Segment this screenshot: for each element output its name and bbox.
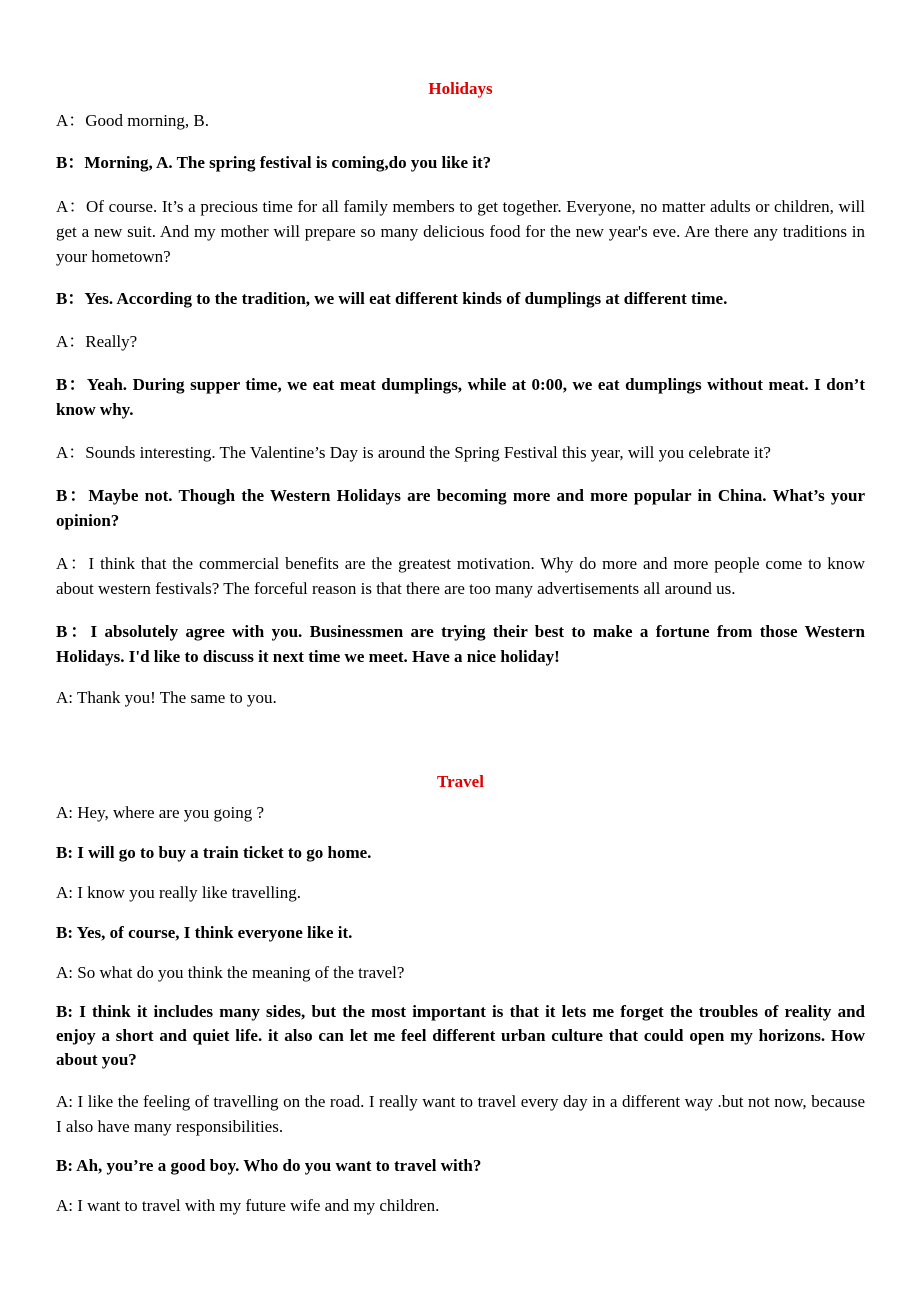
dialogue-line-b: B：I absolutely agree with you. Businessmen are trying their best to make a fortune from those Western Holidays. I'd like to discuss it next time we meet. Have a nice holiday! — [56, 622, 865, 666]
dialogue-line-a: A: I like the feeling of travelling on the road. I really want to travel every day in a different way .but not now, because I also have many responsibilities. — [56, 1092, 865, 1136]
dialogue-line-b: B：Yes. According to the tradition, we will eat different kinds of dumplings at different time. — [56, 289, 728, 308]
dialogue-line-b: B: Yes, of course, I think everyone like it. — [56, 923, 353, 942]
section-title-travel: Travel — [437, 772, 484, 791]
section-title-holidays: Holidays — [428, 79, 493, 98]
dialogue-line-a: A: Thank you! The same to you. — [56, 688, 277, 707]
dialogue-line-a: A: Hey, where are you going ? — [56, 803, 265, 822]
dialogue-line-a: A: I want to travel with my future wife and my children. — [56, 1196, 440, 1215]
dialogue-line-a: A：I think that the commercial benefits are the greatest motivation. Why do more and more people come to know about western festivals? The forceful reason is that there are too many advertisements all around us. — [56, 554, 865, 598]
dialogue-line-b: B: Ah, you’re a good boy. Who do you want to travel with? — [56, 1156, 482, 1175]
dialogue-line-b: B：Morning, A. The spring festival is coming,do you like it? — [56, 153, 492, 172]
dialogue-line-a: A：Sounds interesting. The Valentine’s Day is around the Spring Festival this year, will you celebrate it? — [56, 443, 771, 462]
dialogue-line-b: B: I will go to buy a train ticket to go home. — [56, 843, 372, 862]
dialogue-line-a: A：Good morning, B. — [56, 111, 209, 130]
dialogue-line-a: A：Of course. It’s a precious time for all family members to get together. Everyone, no matter adults or children, will get a new suit. And my mother will prepare so many delicious food for the new year's eve. Are there any traditions in your hometown? — [56, 197, 865, 266]
dialogue-line-b: B：Yeah. During supper time, we eat meat dumplings, while at 0:00, we eat dumplings without meat. I don’t know why. — [56, 375, 865, 419]
dialogue-line-a: A：Really? — [56, 332, 138, 351]
dialogue-line-a: A: So what do you think the meaning of the travel? — [56, 963, 405, 982]
dialogue-line-b: B: I think it includes many sides, but the most important is that it lets me forget the troubles of reality and enjoy a short and quiet life. it also can let me feel different urban culture that could open my horizons. How about you? — [56, 1002, 865, 1069]
dialogue-line-a: A: I know you really like travelling. — [56, 883, 302, 902]
dialogue-line-b: B：Maybe not. Though the Western Holidays are becoming more and more popular in China. What’s your opinion? — [56, 486, 865, 530]
